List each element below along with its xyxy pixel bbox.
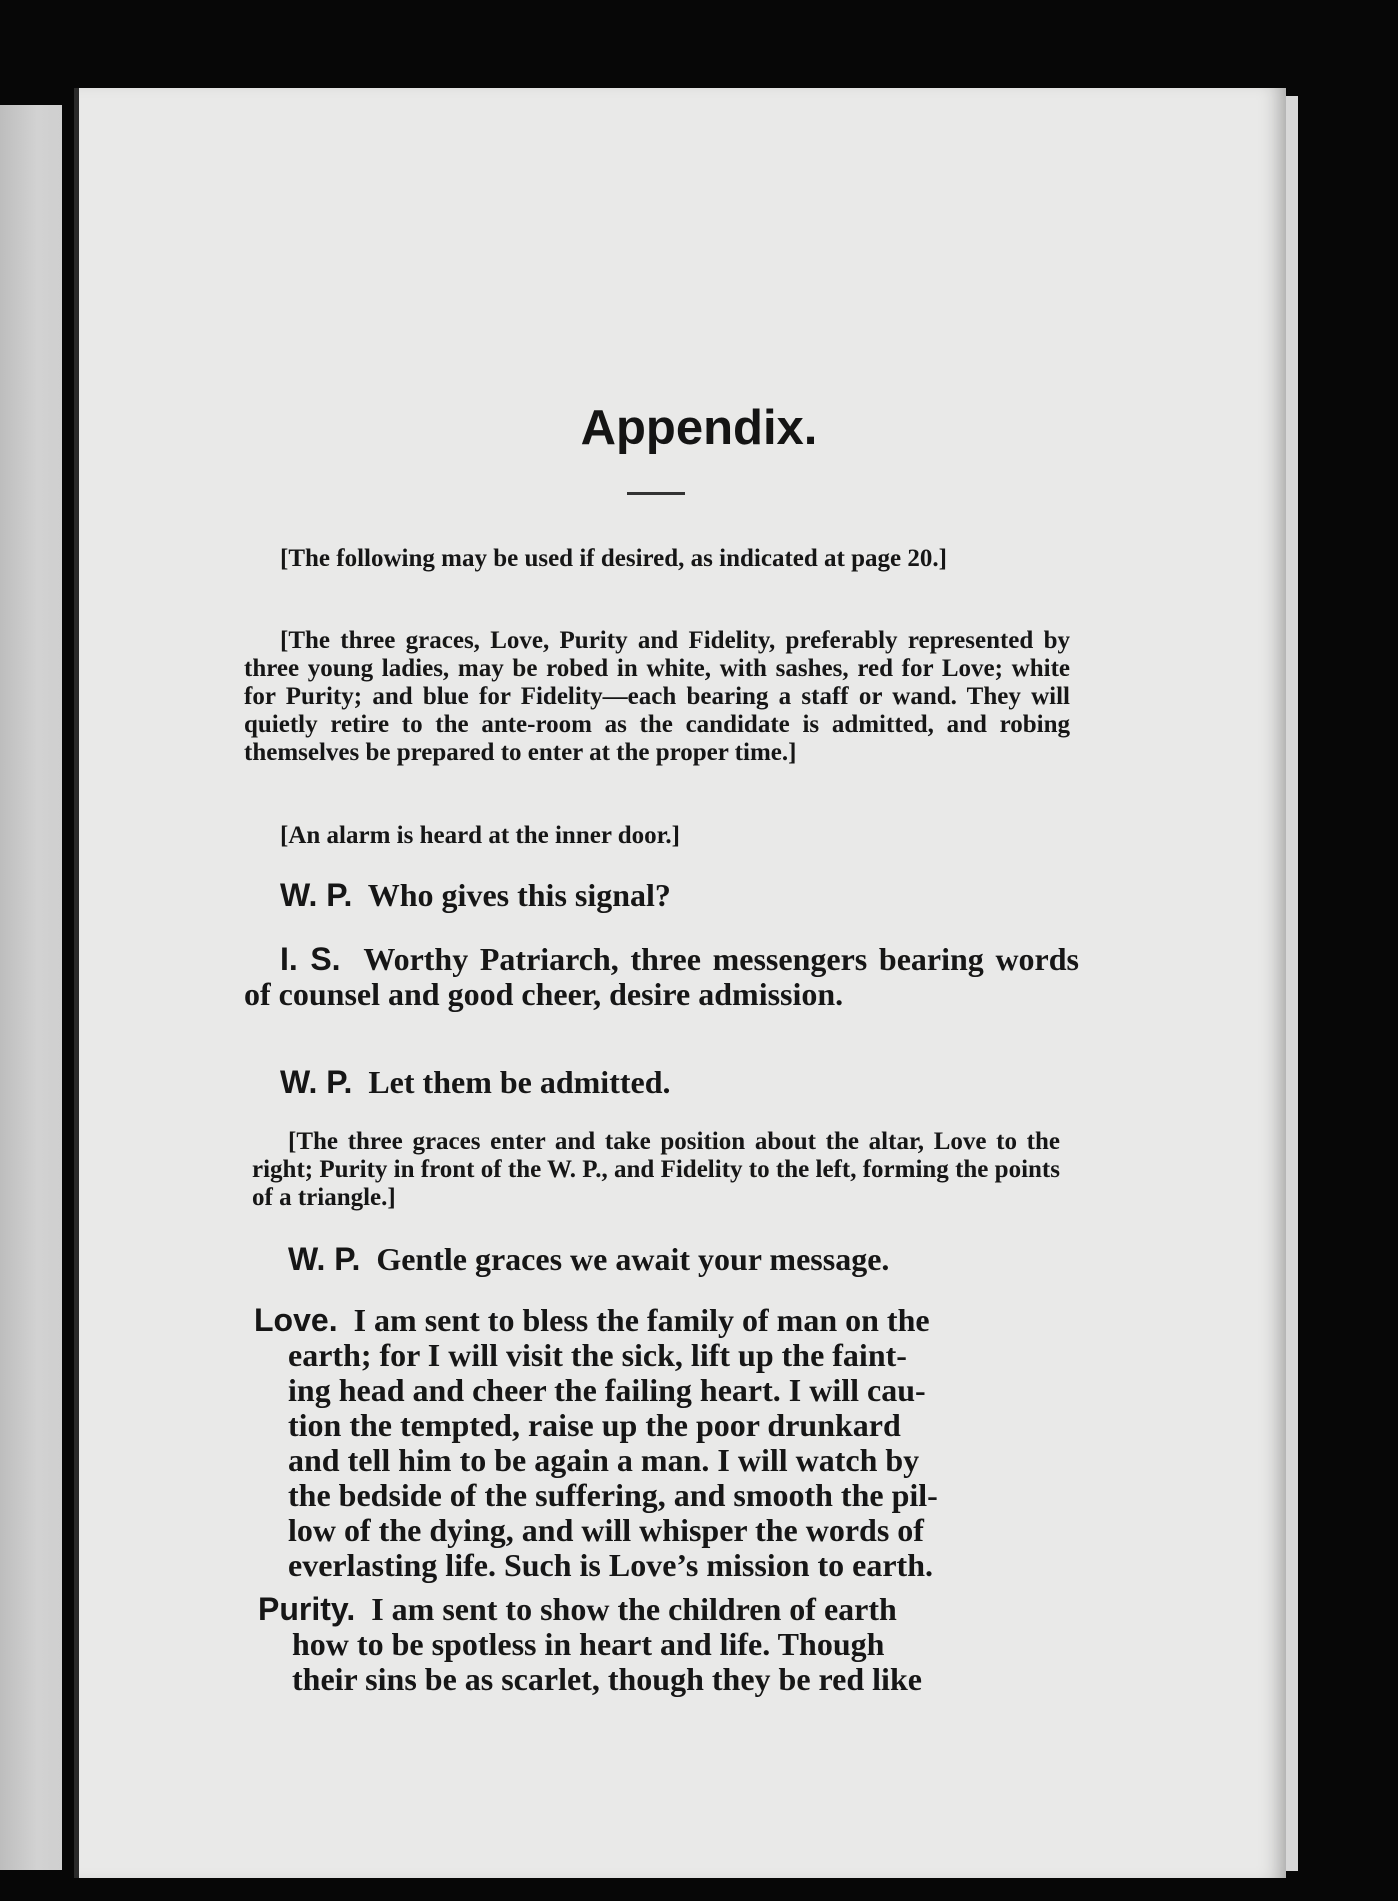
dialogue-wp-admit [244, 1065, 1079, 1100]
text-line: and tell him to be again a man. I will watch by [288, 1442, 920, 1478]
page-title: Appendix. [580, 401, 818, 455]
speaker-label: Love. [254, 1302, 338, 1338]
note-three-graces: [The three graces, Love, Purity and Fidelity, preferably represented by three young ladies, may be robed in white, with sashes, red for Love; white for Purity; and blue for Fidelity—each bearing a staff or wand. They will quietly retire to the ante-room as the candidate is admitted, and robing themselves be prepared to enter at the proper time.] [244, 627, 1070, 766]
text-line: I am sent to bless the family of man on the [353, 1302, 930, 1338]
note-graces-enter: [The three graces enter and take position about the altar, Love to the right; Purity in front of the W. P., and Fidelity to the left, forming the points of a triangle.] [252, 1128, 1060, 1211]
speaker-label: W. P. [280, 1064, 353, 1100]
text-line: low of the dying, and will whisper the words of [288, 1512, 924, 1548]
note-following: [The following may be used if desired, as indicated at page 20.] [280, 545, 947, 572]
dialogue-wp-signal [244, 878, 1079, 913]
speaker-label: W. P. [280, 877, 353, 913]
text-line: ing head and cheer the failing heart. I will cau- [288, 1372, 926, 1408]
speaker-label: I. S. [280, 941, 341, 977]
text-line: how to be spotless in heart and life. Though [292, 1626, 885, 1662]
title-rule [627, 492, 685, 495]
note-alarm: [An alarm is heard at the inner door.] [280, 822, 680, 849]
speaker-label: W. P. [288, 1241, 361, 1277]
text-line: the bedside of the suffering, and smooth the pil- [288, 1477, 938, 1513]
dialogue-purity [258, 1592, 1088, 1697]
dialogue-wp-await [252, 1242, 1087, 1277]
dialogue-love [254, 1303, 1086, 1583]
dialogue-text: Worthy Patriarch, three messengers bearing words of counsel and good cheer, desire admission. [244, 941, 1080, 1012]
speaker-label: Purity. [258, 1591, 356, 1627]
text-line: everlasting life. Such is Love’s mission to earth. [288, 1547, 933, 1583]
dialogue-text: Who gives this signal? [367, 877, 671, 913]
text-line: their sins be as scarlet, though they be red like [292, 1661, 922, 1697]
page-gutter-strip [1286, 96, 1298, 1871]
text-line: I am sent to show the children of earth [371, 1591, 897, 1627]
text-line: tion the tempted, raise up the poor drunkard [288, 1407, 901, 1443]
dialogue-text: Let them be admitted. [368, 1064, 671, 1100]
text-line: earth; for I will visit the sick, lift up the faint- [288, 1337, 907, 1373]
dialogue-text: Gentle graces we await your message. [376, 1241, 890, 1277]
facing-page-edge [0, 105, 62, 1870]
dialogue-is-messengers [244, 942, 1079, 1012]
